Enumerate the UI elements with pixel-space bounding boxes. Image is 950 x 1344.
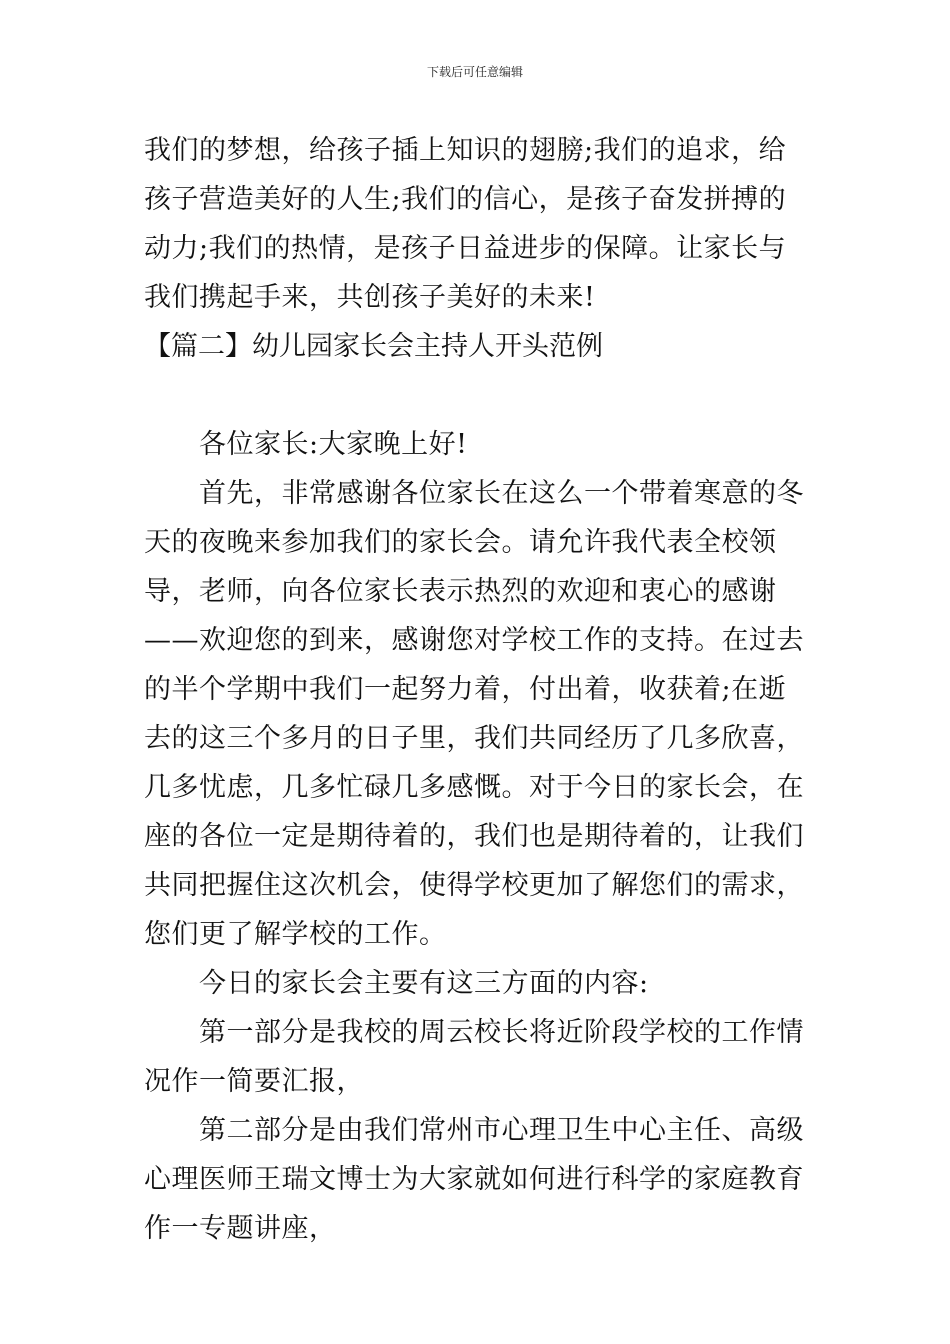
section-heading: 【篇二】幼儿园家长会主持人开头范例 — [144, 331, 603, 362]
body-paragraph-1: 首先，非常感谢各位家长在这么一个带着寒意的冬天的夜晚来参加我们的家长会。请允许我代表全校领导，老师，向各位家长表示热烈的欢迎和衷心的感谢——欢迎您的到来，感谢您对学校工作的支持。在过去的半个学期中我们一起努力着，付出着，收获着;在逝去的这三个多月的日子里，我们共同经历了几多欣喜，几多忧虑，几多忙碌几多感慨。对于今日的家长会，在座的各位一定是期待着的，我们也是期待着的，让我们共同把握住这次机会，使得学校更加了解您们的需求，您们更了解学校的工作。 — [144, 478, 804, 950]
page-header: 下载后可任意编辑 — [426, 65, 523, 79]
body-paragraph-2: 今日的家长会主要有这三方面的内容: — [199, 968, 649, 999]
greeting-paragraph: 各位家长:大家晚上好! — [199, 429, 468, 460]
body-paragraph-4: 第二部分是由我们常州市心理卫生中心主任、高级心理医师王瑞文博士为大家就如何进行科学的家庭教育作一专题讲座， — [144, 1115, 804, 1244]
intro-paragraph: 我们的梦想，给孩子插上知识的翅膀;我们的追求，给孩子营造美好的人生;我们的信心，是孩子奋发拼搏的动力;我们的热情，是孩子日益进步的保障。让家长与我们携起手来，共创孩子美好的未来! — [144, 135, 787, 313]
document-body — [144, 126, 808, 1253]
body-paragraph-3: 第一部分是我校的周云校长将近阶段学校的工作情况作一简要汇报， — [144, 1017, 804, 1097]
blank-line — [144, 371, 808, 420]
